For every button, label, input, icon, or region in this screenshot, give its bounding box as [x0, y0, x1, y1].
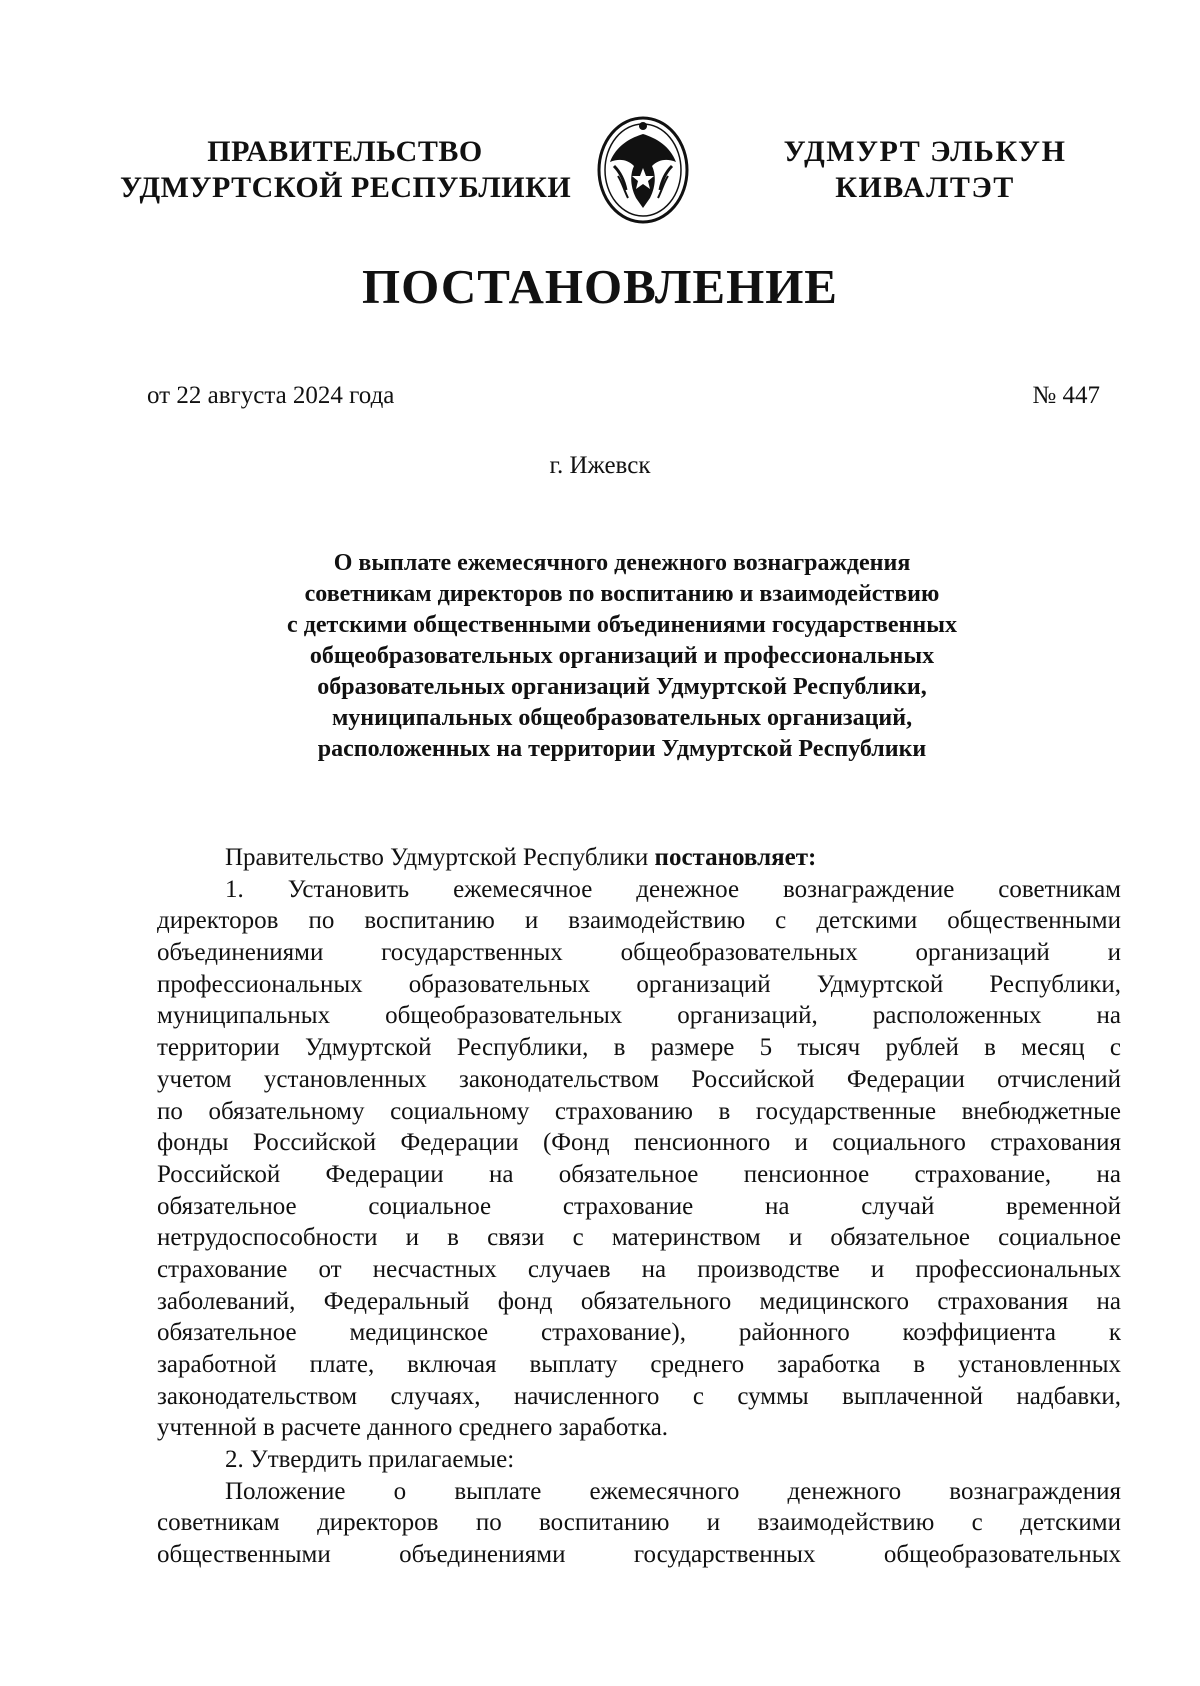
paragraph-1-line: нетрудоспособности и в связи с материнством и обязательное социальное: [157, 1224, 1121, 1252]
header-left: [120, 134, 570, 206]
paragraph-1-line: объединениями государственных общеобразовательных организаций и: [157, 939, 1121, 967]
subject-line: образовательных организаций Удмуртской Республики,: [317, 674, 927, 700]
paragraph-1-line: заболеваний, Федеральный фонд обязательного медицинского страхования на: [157, 1287, 1121, 1315]
intro-text: Правительство Удмуртской Республики: [225, 844, 649, 871]
paragraph-1-line: страхование от несчастных случаев на производстве и профессиональных: [157, 1255, 1121, 1283]
paragraph-3-line: Положение о выплате ежемесячного денежного вознаграждения: [225, 1477, 1121, 1505]
paragraph-1-line: директоров по воспитанию и взаимодействию с детскими общественными: [157, 907, 1121, 935]
paragraph-3-line: советникам директоров по воспитанию и взаимодействию с детскими: [157, 1509, 1121, 1537]
paragraph-1-line: обязательное медицинское страхование), районного коэффициента к: [157, 1319, 1121, 1347]
document-number: № 447: [1032, 382, 1100, 409]
paragraph-1-line: фонды Российской Федерации (Фонд пенсионного и социального страхования: [157, 1129, 1121, 1157]
paragraph-1-line: законодательством случаях, начисленного с суммы выплаченной надбавки,: [157, 1382, 1121, 1410]
subject-line: с детскими общественными объединениями государственных: [287, 612, 957, 638]
intro-paragraph: [157, 842, 1121, 874]
paragraph-1-line: обязательное социальное страхование на случай временной: [157, 1192, 1121, 1220]
paragraph-1-line: заработной плате, включая выплату среднего заработка в установленных: [157, 1351, 1121, 1378]
header-left-line1: ПРАВИТЕЛЬСТВО: [207, 135, 483, 168]
document-date: от 22 августа 2024 года: [147, 382, 395, 409]
udmurtia-coat-of-arms-icon: [590, 110, 696, 234]
subject-line: расположенных на территории Удмуртской Республики: [317, 736, 927, 762]
subject-line: советникам директоров по воспитанию и взаимодействию: [304, 581, 940, 607]
header-right-line2: КИВАЛТЭТ: [835, 171, 1015, 204]
subject-line: муниципальных общеобразовательных организаций,: [331, 705, 913, 731]
header-right-line1: УДМУРТ ЭЛЬКУН: [783, 135, 1067, 168]
paragraph-1-line: учтенной в расчете данного среднего заработка.: [157, 1414, 669, 1442]
subject-line: О выплате ежемесячного денежного вознаграждения: [333, 550, 911, 576]
document-title: ПОСТАНОВЛЕНИЕ: [362, 259, 838, 314]
document-city: г. Ижевск: [549, 452, 651, 479]
paragraph-1-line: профессиональных образовательных организаций Удмуртской Республики,: [157, 970, 1121, 998]
paragraph-1-line: 1. Установить ежемесячное денежное вознаграждение советникам: [225, 875, 1121, 903]
header-left-line2: УДМУРТСКОЙ РЕСПУБЛИКИ: [120, 171, 572, 204]
subject-line: общеобразовательных организаций и профессиональных: [309, 643, 935, 669]
paragraph-1-line: Российской Федерации на обязательное пенсионное страхование, на: [157, 1160, 1121, 1188]
paragraph-2: 2. Утвердить прилагаемые:: [225, 1446, 515, 1474]
paragraph-1-line: территории Удмуртской Республики, в размере 5 тысяч рублей в месяц с: [157, 1034, 1121, 1062]
paragraph-1-line: по обязательному социальному страхованию в государственные внебюджетные: [157, 1097, 1121, 1125]
paragraph-3-line: общественными объединениями государственных общеобразовательных: [157, 1541, 1121, 1569]
document-subject: [150, 548, 1094, 765]
document-body: [157, 842, 1121, 1571]
paragraph-1-line: учетом установленных законодательством Российской Федерации отчислений: [157, 1065, 1121, 1093]
header-right: [770, 134, 1080, 206]
paragraph-1-line: муниципальных общеобразовательных организаций, расположенных на: [157, 1002, 1121, 1030]
intro-bold-text: постановляет:: [654, 844, 817, 871]
